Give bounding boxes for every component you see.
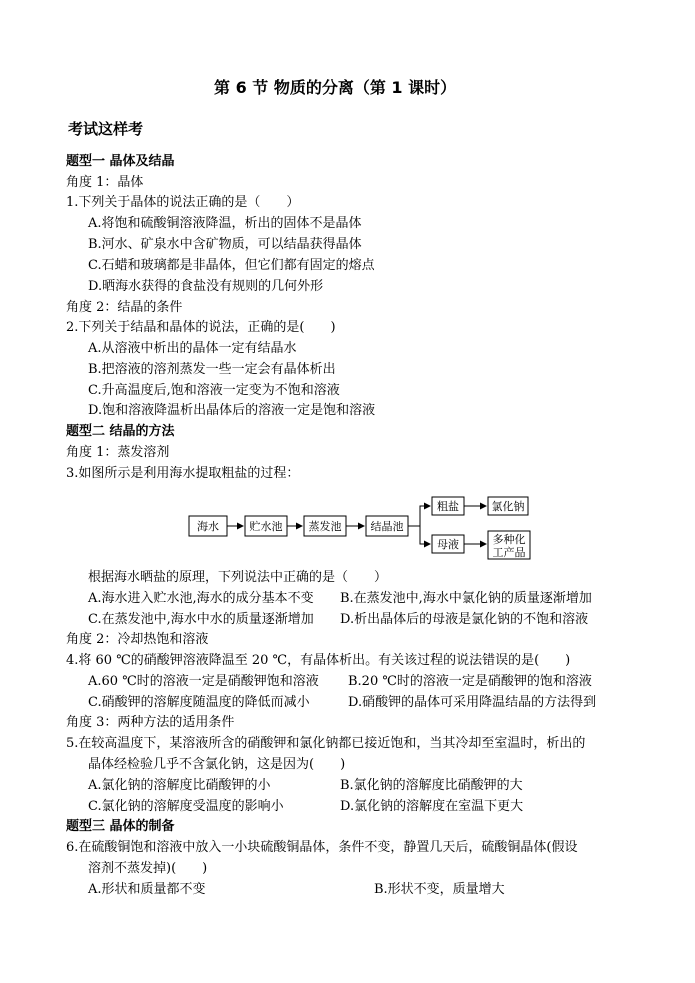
q4-option-c: C.硝酸钾的溶解度随温度的降低而减小 bbox=[88, 695, 310, 710]
q1-option-b: B.河水、矿泉水中含矿物质，可以结晶获得晶体 bbox=[88, 237, 362, 252]
angle-heading: 角度 1：晶体 bbox=[66, 175, 144, 190]
q6-option-b: B.形状不变，质量增大 bbox=[374, 882, 505, 897]
type2-heading: 题型二 结晶的方法 bbox=[66, 424, 175, 439]
q5-option-c: C.氯化钠的溶解度受温度的影响小 bbox=[88, 799, 284, 814]
question-6-stem-line2: 溶剂不蒸发掉)( ) bbox=[88, 861, 208, 876]
node-crystallization-label: 结晶池 bbox=[370, 520, 404, 533]
question-4-stem: 4.将 60 ℃的硝酸钾溶液降温至 20 ℃，有晶体析出。有关该过程的说法错误的是( ) bbox=[66, 653, 571, 668]
q4-option-b: B.20 ℃时的溶液一定是硝酸钾的饱和溶液 bbox=[348, 674, 592, 689]
node-crude-salt-label: 粗盐 bbox=[437, 500, 459, 513]
q4-option-d: D.硝酸钾的晶体可采用降温结晶的方法得到 bbox=[348, 695, 597, 710]
node-mother-liquor-label: 母液 bbox=[437, 538, 459, 551]
q2-option-b: B.把溶液的溶剂蒸发一些一定会有晶体析出 bbox=[88, 362, 336, 377]
question-2-stem: 2.下列关于结晶和晶体的说法，正确的是( ) bbox=[66, 320, 336, 335]
q3-option-a: A.海水进入贮水池,海水的成分基本不变 bbox=[88, 591, 314, 606]
q2-option-c: C.升高温度后,饱和溶液一定变为不饱和溶液 bbox=[88, 383, 340, 398]
question-5-stem-line1: 5.在较高温度下，某溶液所含的硝酸钾和氯化钠都已接近饱和，当其冷却至室温时，析出的 bbox=[66, 736, 586, 751]
page-title: 第 6 节 物质的分离（第 1 课时） bbox=[214, 78, 457, 97]
type1-heading: 题型一 晶体及结晶 bbox=[66, 154, 175, 169]
angle-heading: 角度 3：两种方法的适用条件 bbox=[66, 715, 235, 730]
q5-option-b: B.氯化钠的溶解度比硝酸钾的大 bbox=[340, 778, 523, 793]
angle-heading: 角度 1：蒸发溶剂 bbox=[66, 445, 170, 460]
node-reservoir-label: 贮水池 bbox=[249, 520, 283, 533]
sea-salt-flow-diagram bbox=[0, 490, 695, 570]
question-6-stem-line1: 6.在硫酸铜饱和溶液中放入一小块硫酸铜晶体，条件不变，静置几天后，硫酸铜晶体(假设 bbox=[66, 840, 578, 855]
q5-option-a: A.氯化钠的溶解度比硝酸钾的小 bbox=[88, 778, 271, 793]
node-sodium-chloride-label: 氯化钠 bbox=[491, 500, 525, 513]
q3-option-d: D.析出晶体后的母液是氯化钠的不饱和溶液 bbox=[340, 612, 589, 627]
node-products-label-1: 多种化 bbox=[492, 533, 526, 546]
question-1-stem: 1.下列关于晶体的说法正确的是（ ） bbox=[66, 195, 300, 210]
question-3-stem: 3.如图所示是利用海水提取粗盐的过程： bbox=[66, 466, 300, 481]
q5-option-d: D.氯化钠的溶解度在室温下更大 bbox=[340, 799, 524, 814]
q4-option-a: A.60 ℃时的溶液一定是硝酸钾饱和溶液 bbox=[88, 674, 319, 689]
q2-option-a: A.从溶液中析出的晶体一定有结晶水 bbox=[88, 341, 297, 356]
node-products-label-2: 工产品 bbox=[492, 546, 526, 559]
angle-heading: 角度 2：冷却热饱和溶液 bbox=[66, 632, 209, 647]
question-5-stem-line2: 晶体经检验几乎不含氯化钠，这是因为( ) bbox=[88, 757, 346, 772]
question-3-lead: 根据海水晒盐的原理，下列说法中正确的是（ ） bbox=[88, 570, 388, 585]
q1-option-c: C.石蜡和玻璃都是非晶体，但它们都有固定的熔点 bbox=[88, 258, 375, 273]
q1-option-d: D.晒海水获得的食盐没有规则的几何外形 bbox=[88, 279, 324, 294]
q2-option-d: D.饱和溶液降温析出晶体后的溶液一定是饱和溶液 bbox=[88, 403, 376, 418]
q1-option-a: A.将饱和硫酸铜溶液降温，析出的固体不是晶体 bbox=[88, 216, 362, 231]
node-evaporation-label: 蒸发池 bbox=[308, 520, 342, 533]
node-seawater-label: 海水 bbox=[197, 520, 219, 533]
section-heading: 考试这样考 bbox=[68, 120, 144, 138]
q6-option-a: A.形状和质量都不变 bbox=[88, 882, 206, 897]
type3-heading: 题型三 晶体的制备 bbox=[66, 819, 175, 834]
angle-heading: 角度 2：结晶的条件 bbox=[66, 300, 183, 315]
q3-option-c: C.在蒸发池中,海水中水的质量逐渐增加 bbox=[88, 612, 314, 627]
q3-option-b: B.在蒸发池中,海水中氯化钠的质量逐渐增加 bbox=[340, 591, 592, 606]
